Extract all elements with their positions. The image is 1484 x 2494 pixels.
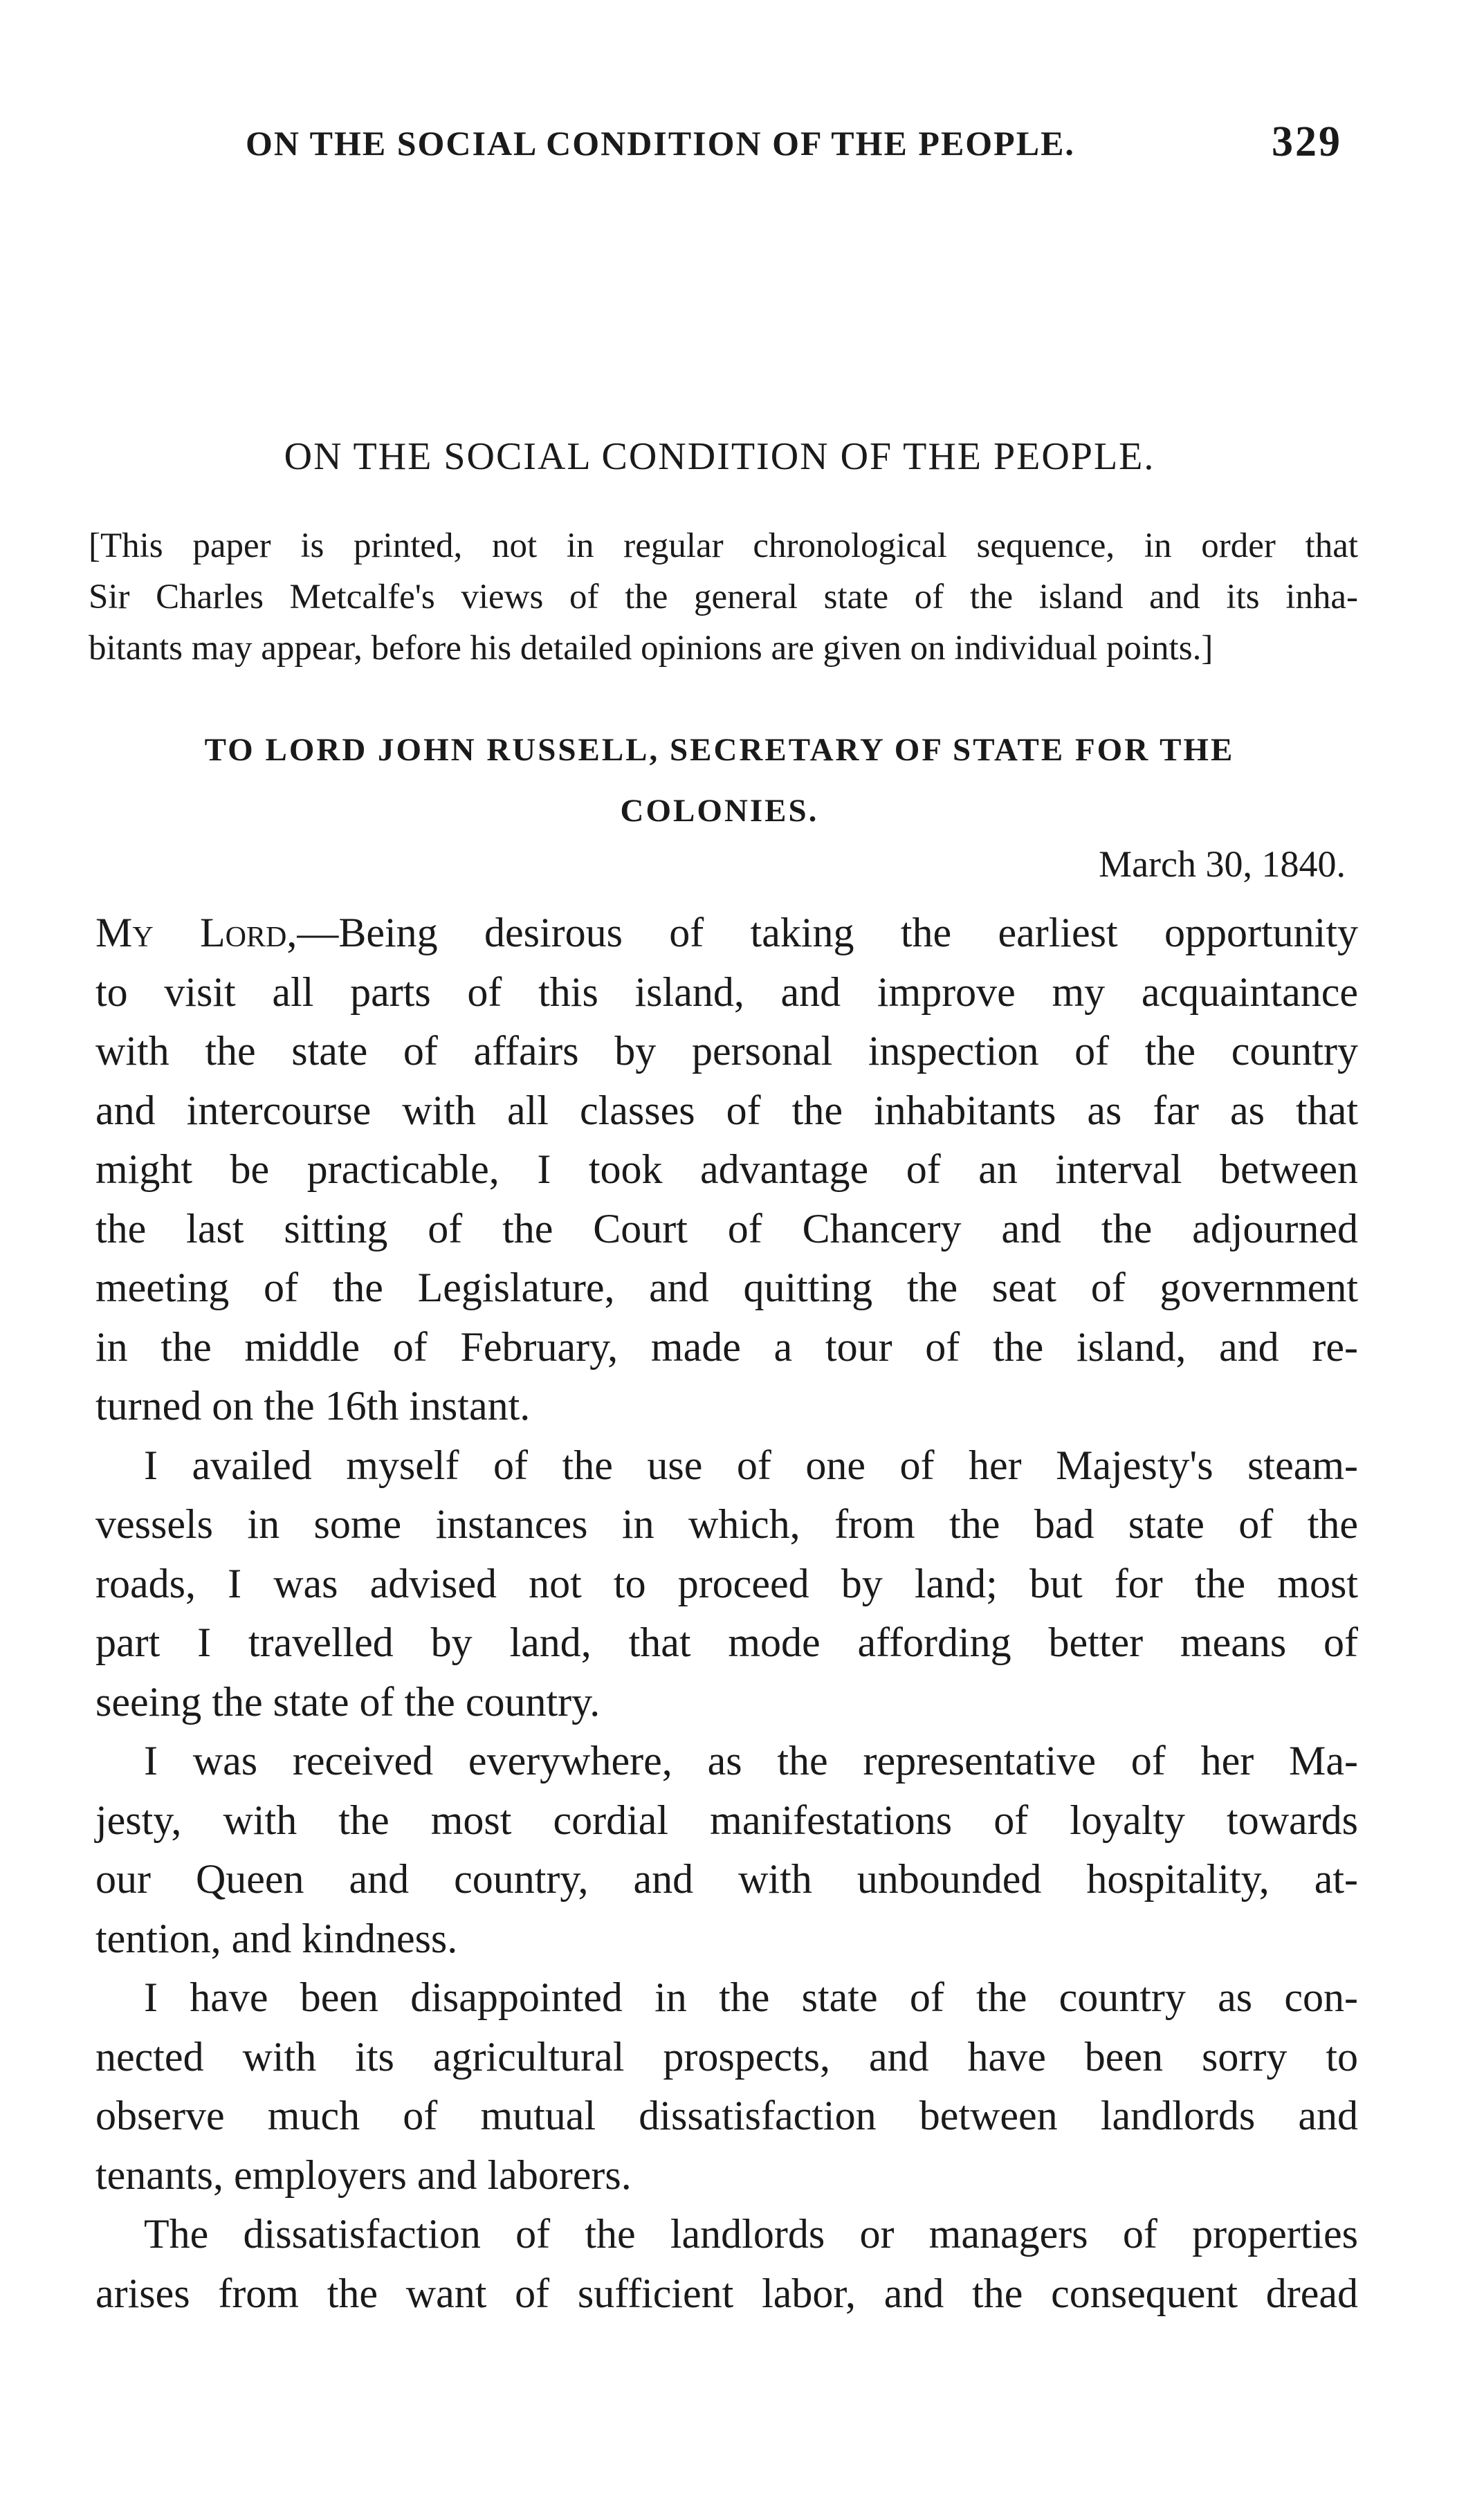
text-line: I availed myself of the use of one of her Majesty's steam-: [144, 1442, 1358, 1488]
text-line: The dissatisfaction of the landlords or managers of properties: [144, 2211, 1358, 2257]
letter-body: [95, 904, 1358, 2323]
letter-date: March 30, 1840.: [1099, 843, 1346, 885]
text-line: I have been disappointed in the state of the country as con-: [144, 1974, 1358, 2020]
text-line: observe much of mutual dissatisfaction between landlords and: [95, 2093, 1358, 2138]
text-line: meeting of the Legislature, and quitting the seat of government: [95, 1265, 1358, 1310]
salutation: My Lord,: [95, 910, 297, 955]
paragraph: [95, 904, 1358, 1436]
text-line: tention, and kindness.: [95, 1915, 458, 1961]
note-line: Sir Charles Metcalfe's views of the general state of the island and its inha-: [89, 578, 1358, 616]
address-line: COLONIES.: [620, 793, 819, 829]
text-line-content: —Being desirous of taking the earliest opportunity: [297, 910, 1358, 955]
text-line: [95, 904, 1358, 963]
note-line: [This paper is printed, not in regular chronological sequence, in order that: [89, 526, 1358, 565]
text-line: our Queen and country, and with unbounded hospitality, at-: [95, 1856, 1358, 1902]
text-line: might be practicable, I took advantage of an interval between: [95, 1146, 1358, 1192]
text-line: the last sitting of the Court of Chancery and the adjourned: [95, 1205, 1358, 1251]
address-line: TO LORD JOHN RUSSELL, SECRETARY OF STATE FOR THE: [204, 732, 1235, 768]
text-line: jesty, with the most cordial manifestations of loyalty towards: [95, 1797, 1358, 1843]
text-line: with the state of affairs by personal inspection of the country: [95, 1028, 1358, 1074]
paragraph: [95, 2205, 1358, 2323]
text-line: in the middle of February, made a tour of the island, and re-: [95, 1323, 1358, 1370]
running-head-title: ON THE SOCIAL CONDITION OF THE PEOPLE.: [246, 124, 1075, 163]
text-line: part I travelled by land, that mode affording better means of: [95, 1620, 1358, 1665]
editorial-note: [89, 520, 1358, 674]
paragraph: [95, 1732, 1358, 1968]
page-number: 329: [1272, 118, 1342, 165]
text-line: turned on the 16th instant.: [95, 1383, 531, 1429]
text-line: seeing the state of the country.: [95, 1678, 601, 1725]
text-line: tenants, employers and laborers.: [95, 2152, 632, 2198]
paragraph: [95, 1968, 1358, 2205]
letter-address: [97, 719, 1342, 841]
text-line: arises from the want of sufficient labor, and the consequent dread: [95, 2270, 1358, 2316]
paragraph: [95, 1436, 1358, 1732]
chapter-heading: ON THE SOCIAL CONDITION OF THE PEOPLE.: [284, 435, 1155, 478]
text-line: roads, I was advised not to proceed by land; but for the most: [95, 1560, 1358, 1606]
text-line: and intercourse with all classes of the inhabitants as far as that: [95, 1087, 1358, 1133]
note-line: bitants may appear, before his detailed opinions are given on individual points.]: [89, 629, 1213, 668]
text-line: I was received everywhere, as the representative of her Ma-: [144, 1738, 1358, 1784]
text-line: nected with its agricultural prospects, and have been sorry to: [95, 2033, 1358, 2080]
running-head: [97, 118, 1342, 178]
text-line: vessels in some instances in which, from the bad state of the: [95, 1501, 1358, 1547]
text-line: to visit all parts of this island, and improve my acquaintance: [95, 969, 1358, 1015]
